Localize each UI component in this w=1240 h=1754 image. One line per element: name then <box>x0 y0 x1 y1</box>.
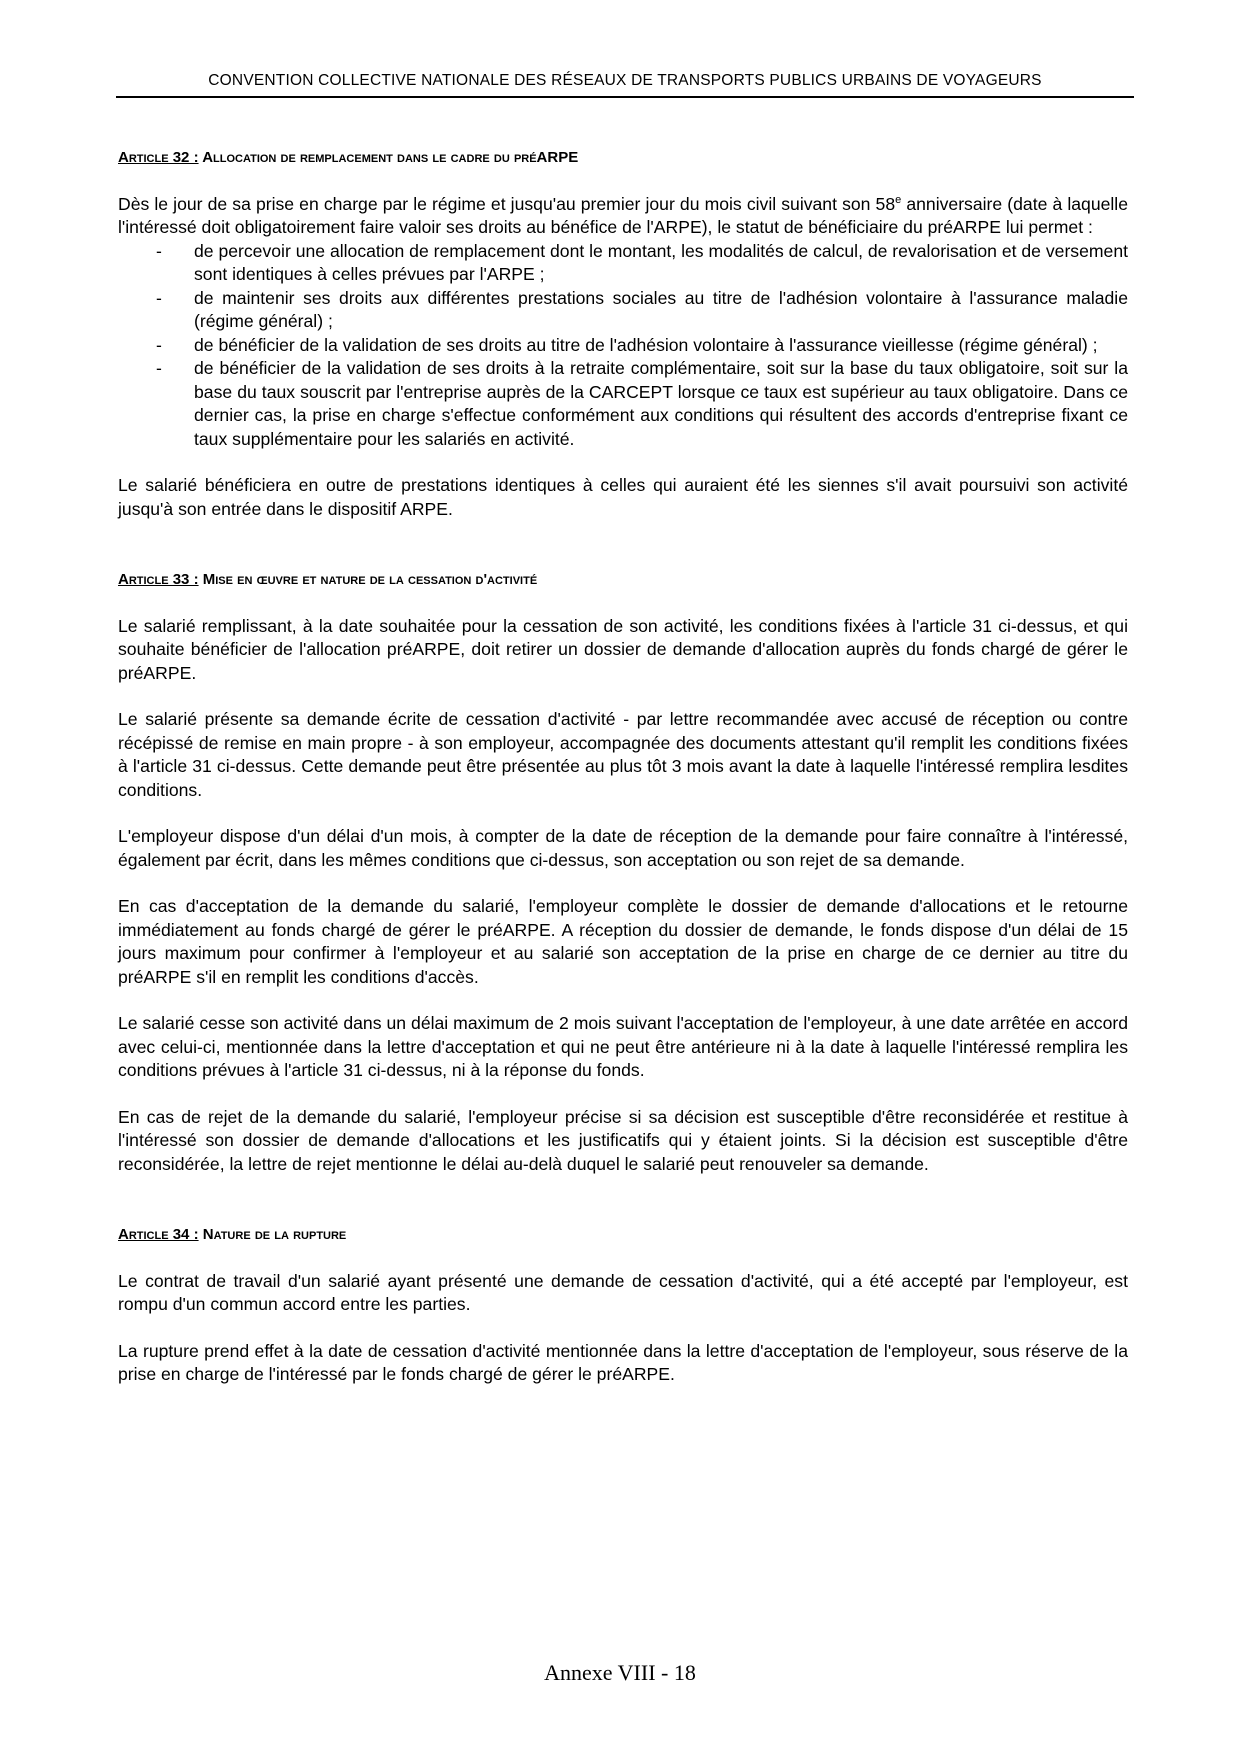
paragraph: Le salarié cesse son activité dans un délai maximum de 2 mois suivant l'acceptation de l'employeur, à une date arrêtée en accord avec celui-ci, mentionnée dans la lettre d'acceptation et qui ne peut être antérieure ni à la date à laquelle l'intéressé remplira les conditions prévues à l'article 31 ci-dessus, ni à la réponse du fonds. <box>118 1013 1128 1080</box>
article-33-title: Mise en œuvre et nature de la cessation d'activité <box>202 571 538 588</box>
article-34-heading <box>118 1223 1128 1247</box>
article-32-title: Allocation de remplacement dans le cadre du préARPE <box>202 149 579 166</box>
article-32-list <box>118 240 1128 452</box>
list-item: - de maintenir ses droits aux différentes prestations sociales au titre de l'adhésion volontaire à l'assurance maladie (régime général) ; <box>156 287 1128 331</box>
running-header: CONVENTION COLLECTIVE NATIONALE DES RÉSEAUX DE TRANSPORTS PUBLICS URBAINS DE VOYAGEURS <box>116 72 1134 98</box>
paragraph: En cas de rejet de la demande du salarié, l'employeur précise si sa décision est susceptible d'être reconsidérée et restitue à l'intéressé son dossier de demande d'allocations et les justificatifs qui y étaient joints. Si la décision est susceptible d'être reconsidérée, la lettre de rejet mentionne le délai au-delà duquel le salarié peut renouveler sa demande. <box>118 1106 1128 1174</box>
document-body <box>118 146 1128 1410</box>
article-32-closing: Le salarié bénéficiera en outre de prestations identiques à celles qui auraient été les siennes s'il avait poursuivi son activité jusqu'à son entrée dans le dispositif ARPE. <box>118 475 1128 519</box>
paragraph: Le salarié présente sa demande écrite de cessation d'activité - par lettre recommandée avec accusé de réception ou contre récépissé de remise en main propre - à son employeur, accompagnée des documents attestant qu'il remplit les conditions fixées à l'article 31 ci-dessus. Cette demande peut être présentée au plus tôt 3 mois avant la date à laquelle l'intéressé remplira lesdites conditions. <box>118 709 1128 800</box>
list-item: - de percevoir une allocation de remplacement dont le montant, les modalités de calcul, de revalorisation et de versement sont identiques à celles prévues par l'ARPE ; <box>156 240 1128 284</box>
paragraph: En cas d'acceptation de la demande du salarié, l'employeur complète le dossier de demande d'allocations et le retourne immédiatement au fonds chargé de gérer le préARPE. A réception du dossier de demande, le fonds dispose d'un délai de 15 jours maximum pour confirmer à l'employeur et au salarié son acceptation de la prise en charge de ce dernier au titre du préARPE s'il en remplit les conditions d'accès. <box>118 896 1128 987</box>
article-33-number: Article 33 : <box>118 571 199 588</box>
article-34-number: Article 34 : <box>118 1226 199 1243</box>
list-item: - de bénéficier de la validation de ses droits au titre de l'adhésion volontaire à l'assurance vieillesse (régime général) ; <box>156 334 1098 355</box>
paragraph: L'employeur dispose d'un délai d'un mois, à compter de la date de réception de la demande pour faire connaître à l'intéressé, également par écrit, dans les mêmes conditions que ci-dessus, son acceptation ou son rejet de sa demande. <box>118 826 1128 870</box>
article-34-title: Nature de la rupture <box>202 1226 347 1243</box>
superscript: e <box>895 193 902 206</box>
article-32-heading <box>118 146 1128 170</box>
article-33-heading <box>118 568 1128 592</box>
article-32-number: Article 32 : <box>118 149 199 166</box>
page-footer: Annexe VIII - 18 <box>544 1660 696 1685</box>
list-item: - de bénéficier de la validation de ses droits à la retraite complémentaire, soit sur la base du taux obligatoire, soit sur la base du taux souscrit par l'entreprise auprès de la CARCEPT lorsque ce taux est supérieur au taux obligatoire. Dans ce dernier cas, la prise en charge s'effectue conformément aux conditions qui résultent des accords d'entreprise fixant ce taux supplémentaire pour les salariés en activité. <box>156 358 1128 449</box>
paragraph: Le salarié remplissant, à la date souhaitée pour la cessation de son activité, les conditions fixées à l'article 31 ci-dessus, et qui souhaite bénéficier de l'allocation préARPE, doit retirer un dossier de demande d'allocation auprès du fonds chargé de gérer le préARPE. <box>118 615 1128 683</box>
paragraph: La rupture prend effet à la date de cessation d'activité mentionnée dans la lettre d'acceptation de l'employeur, sous réserve de la prise en charge de l'intéressé par le fonds chargé de gérer le préARPE. <box>118 1340 1128 1384</box>
paragraph: Le contrat de travail d'un salarié ayant présenté une demande de cessation d'activité, qui a été accepté par l'employeur, est rompu d'un commun accord entre les parties. <box>118 1270 1128 1314</box>
article-32-intro: Dès le jour de sa prise en charge par le régime et jusqu'au premier jour du mois civil suivant son 58e anniversaire (date à laquelle l'intéressé doit obligatoirement faire valoir ses droits au bénéfice de l'ARPE), le statut de bénéficiaire du préARPE lui permet : <box>118 193 1129 237</box>
